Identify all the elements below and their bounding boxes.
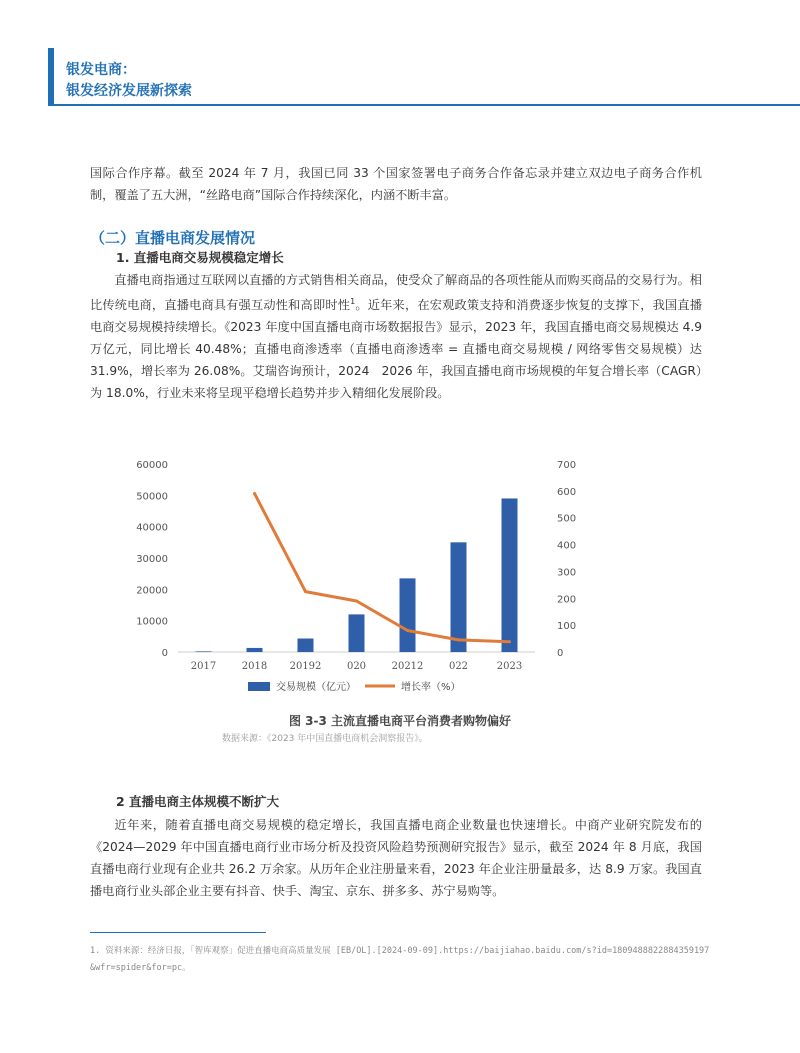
bar-20192 <box>298 639 314 652</box>
x-tick-label: 20212 <box>391 661 424 672</box>
bar-022 <box>451 542 467 652</box>
y-right-tick-label: 400 <box>557 540 577 552</box>
bar-020 <box>349 614 365 652</box>
y-left-tick-label: 20000 <box>136 585 168 597</box>
growth-rate-point-2018 <box>253 492 256 495</box>
bar-2018 <box>247 648 263 652</box>
x-tick-label: 2023 <box>496 661 523 672</box>
live-commerce-chart <box>120 450 590 712</box>
subsection-1-paragraph <box>90 269 702 404</box>
header-title-line-1: 银发电商： <box>66 62 136 78</box>
intro-paragraph: 国际合作序幕。截至 2024 年 7 月，我国已同 33 个国家签署电子商务合作备忘录并建立双边电子商务合作机制，覆盖了五大洲，“丝路电商”国际合作持续深化，内涵不断丰富。 <box>90 166 702 202</box>
x-tick-label: 020 <box>346 661 367 672</box>
y-right-tick-label: 700 <box>557 460 577 471</box>
bar-20212 <box>400 578 416 652</box>
growth-rate-point-20212 <box>406 629 409 632</box>
legend-bar-label: 交易规模（亿元） <box>276 682 356 693</box>
bar-2023 <box>502 498 518 652</box>
header-accent-bar <box>48 48 54 106</box>
x-tick-label: 2017 <box>190 661 217 672</box>
y-right-tick-label: 600 <box>557 486 577 498</box>
y-right-tick-label: 300 <box>557 567 577 579</box>
growth-rate-point-20192 <box>304 590 307 593</box>
y-right-tick-label: 100 <box>557 621 577 633</box>
growth-rate-point-2023 <box>508 640 511 643</box>
legend-line-label: 增长率（%） <box>401 682 461 693</box>
x-tick-label: 022 <box>448 661 469 672</box>
header-divider <box>54 104 800 106</box>
footnote: 1. 资料来源：经济日报，「智库观察」促进直播电商高质量发展 [EB/OL].[2024-09-09].https://baijiahao.baidu.com/s?id=1809488822884359197&wfr=spider&for=pc。 <box>90 946 710 973</box>
y-right-tick-label: 500 <box>557 513 577 525</box>
figure-caption: 图 3-3 主流直播电商平台消费者购物偏好 <box>288 714 512 728</box>
y-left-tick-label: 0 <box>161 648 168 659</box>
footnote-reference[interactable]: 1 <box>350 297 356 306</box>
legend-bar-swatch <box>248 682 270 691</box>
subsection-2-heading: 2 直播电商主体规模不断扩大 <box>116 794 280 809</box>
growth-rate-point-020 <box>355 599 358 602</box>
growth-rate-point-022 <box>457 638 460 641</box>
y-right-tick-label: 200 <box>557 594 577 606</box>
footnote-divider <box>90 932 266 933</box>
y-left-tick-label: 60000 <box>136 460 168 471</box>
page-header-title <box>66 60 192 102</box>
subsection-1-text-a: 直播电商指通过互联网以直播的方式销售相关商品，使受众了解商品的各项性能从而购买商品的交易行为。相比传统电商，直播电商具有强互动性和高即时性 <box>90 273 702 313</box>
section-heading: （二）直播电商发展情况 <box>90 229 256 247</box>
bar-2017 <box>196 651 212 652</box>
subsection-1-text-b: 。近年来，在宏观政策支持和消费逐步恢复的支撑下，我国直播电商交易规模持续增长。《2023 年度中国直播电商市场数据报告》显示，2023 年，我国直播电商交易规模达 4.9 万亿元，同比增长 40.48%；直播电商渗透率（直播电商渗透率 = 直播电商交易规模 / 网络零售交易规模）达 31.9%，增长率为 26.08%。艾瑞咨询预计，2024 2026 年，我国直播电商市场规模的年复合增长率（CAGR）为 18.0%，行业未来将呈现平稳增长趋势并步入精细化发展阶段。 <box>90 298 703 401</box>
y-left-tick-label: 50000 <box>136 491 168 503</box>
y-right-tick-label: 0 <box>557 648 564 659</box>
x-tick-label: 20192 <box>289 661 322 672</box>
figure-source: 数据来源：《2023 年中国直播电商机会洞察报告》。 <box>222 734 428 744</box>
y-left-tick-label: 40000 <box>136 522 168 534</box>
x-tick-label: 2018 <box>241 661 268 672</box>
y-left-tick-label: 30000 <box>136 554 168 565</box>
y-left-tick-label: 10000 <box>136 616 168 628</box>
header-title-line-2: 银发经济发展新探索 <box>66 83 192 99</box>
subsection-1-heading: 1. 直播电商交易规模稳定增长 <box>116 250 284 265</box>
growth-rate-line <box>255 494 510 642</box>
subsection-2-paragraph: 近年来，随着直播电商交易规模的稳定增长，我国直播电商企业数量也快速增长。中商产业研究院发布的《2024—2029 年中国直播电商行业市场分析及投资风险趋势预测研究报告》显示，截至 2024 年 8 月底，我国直播电商行业现有企业共 26.2 万余家。从历年企业注册量来看，2023 年企业注册量最多，达 8.9 万家。我国直播电商行业头部企业主要有抖音、快手、淘宝、京东、拼多多、苏宁易购等。 <box>90 818 702 898</box>
